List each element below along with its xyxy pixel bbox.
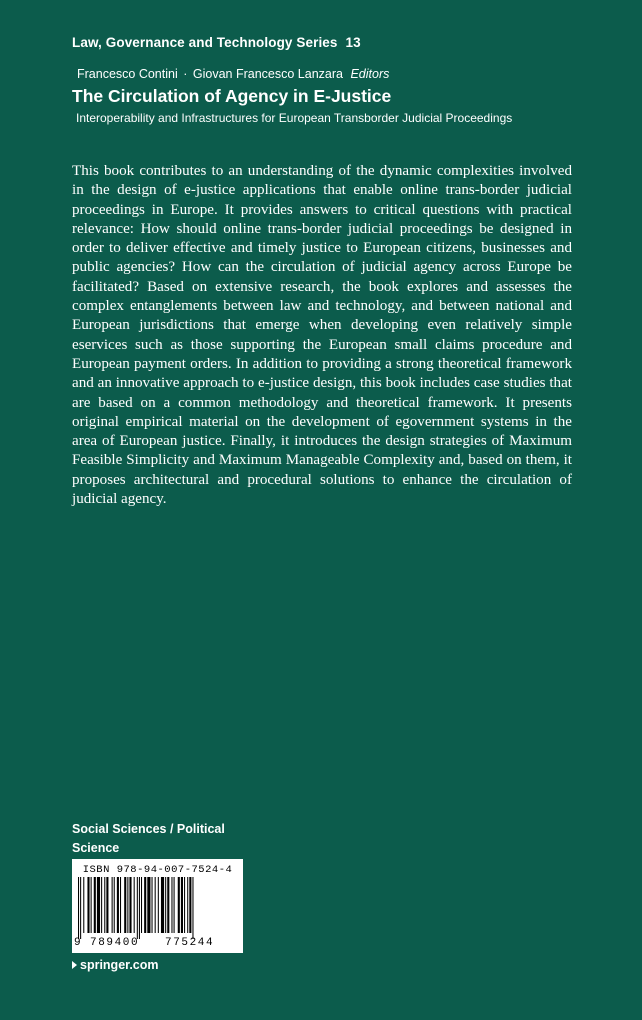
barcode-bar [141, 877, 142, 933]
barcode-bar [78, 877, 79, 939]
series-line [72, 35, 361, 50]
subject-category: Social Sciences / Political Science [72, 822, 225, 855]
book-subtitle: Interoperability and Infrastructures for European Transborder Judicial Proceedings [76, 111, 513, 125]
editors-line [77, 67, 389, 81]
barcode-bar [167, 877, 169, 933]
barcode-bar [152, 877, 153, 933]
isbn-barcode [72, 859, 243, 953]
barcode-bar [139, 877, 140, 939]
editor-name-1: Francesco Contini [77, 67, 178, 81]
barcode-bar [91, 877, 92, 933]
arrow-right-icon [72, 961, 77, 969]
barcode-bar [155, 877, 156, 933]
barcode-bar [171, 877, 172, 933]
barcode-bar [129, 877, 131, 933]
ean-first-digit: 9 [74, 937, 81, 949]
book-description: This book contributes to an understanding of the dynamic complexities involved in the design of e-justice applications that enable online trans-border judicial proceedings in Europe. It provides answers to critical questions with practical relevance: How should online trans-border judicial proceedings be designed in order to deliver effective and timely justice to European citizens, businesses and public agencies? How can the circulation of judicial agency across Europe be facilitated? Based on extensive research, the book explores and assesses the complex entanglements between law and technology, and between national and European jurisdictions that emerge when developing even relatively simple eservices such as those supporting the European small claims procedure and European payment orders. In addition to providing a strong theoretical framework and an innovative approach to e-justice design, this book includes case studies that are based on a common methodology and theoretical framework. It presents original empirical material on the development of egovernment systems in the area of European justice. Finally, it introduces the design strategies of Maximum Feasible Simplicity and Maximum Manageable Complexity and, based on them, it proposes architectural and procedural solutions to enhance the circulation of judicial agency. [72, 163, 572, 508]
barcode-bar [147, 877, 150, 933]
barcode-bar [184, 877, 185, 933]
barcode-bar [114, 877, 115, 933]
series-name: Law, Governance and Technology Series [72, 35, 338, 50]
barcode-bar [104, 877, 105, 933]
barcode-bar [94, 877, 96, 933]
publisher-website[interactable] [72, 958, 159, 972]
barcode-bar [192, 877, 193, 939]
barcode-bar [87, 877, 89, 933]
barcode-bar [181, 877, 183, 933]
barcode-bar [117, 877, 119, 933]
barcode-bar [137, 877, 138, 939]
barcode-bar [83, 877, 84, 933]
barcode-bar [161, 877, 164, 933]
barcode-bar [80, 877, 81, 939]
barcode-bar [106, 877, 108, 933]
barcode-bar [97, 877, 100, 933]
ean-left-group: 789400 [90, 937, 140, 949]
barcode-bar [158, 877, 159, 933]
editor-separator: · [183, 67, 188, 81]
editor-name-2: Giovan Francesco Lanzara [192, 67, 343, 81]
book-title: The Circulation of Agency in E-Justice [72, 86, 392, 106]
isbn-label: ISBN 978-94-007-7524-4 [82, 864, 233, 876]
barcode-bar [165, 877, 166, 933]
barcode-bar [112, 877, 113, 933]
ean-right-group: 775244 [165, 937, 215, 949]
barcode-bar [189, 877, 191, 933]
website-label: springer.com [80, 958, 159, 972]
barcode-bar [187, 877, 188, 933]
editor-role: Editors [350, 67, 390, 81]
barcode-bar [101, 877, 102, 933]
barcode-bar [124, 877, 126, 933]
barcode-bar [178, 877, 180, 933]
barcode-bar [134, 877, 135, 933]
barcode-icon [78, 877, 238, 939]
barcode-bar [127, 877, 128, 933]
barcode-bar [120, 877, 121, 933]
barcode-bar [144, 877, 146, 933]
series-number: 13 [345, 35, 361, 50]
barcode-bar [174, 877, 175, 933]
